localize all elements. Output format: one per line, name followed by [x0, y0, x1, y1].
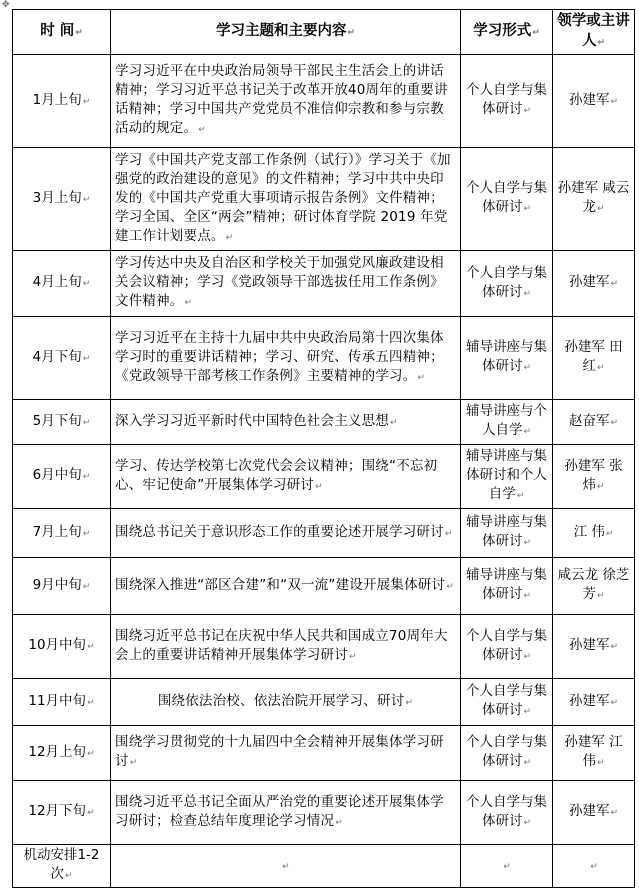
lead-cell: 孙建军↵	[553, 55, 635, 148]
table-row	[13, 148, 635, 251]
study-schedule-table	[12, 9, 635, 888]
header-row	[13, 10, 635, 55]
table-row	[13, 679, 635, 726]
lead-cell: 孙建军↵	[553, 679, 635, 726]
header-time: 时 间↵	[13, 10, 111, 55]
form-cell: 辅导讲座与个人自学↵	[461, 400, 553, 445]
time-cell: 4月下旬↵	[13, 317, 111, 400]
content-cell: 围绕习近平总书记全面从严治党的重要论述开展集体学习研讨；检查总结年度理论学习情况↵	[111, 781, 461, 845]
form-cell: 个人自学与集体研讨↵	[461, 251, 553, 317]
lead-cell: 孙建军↵	[553, 781, 635, 845]
form-cell: 个人自学与集体研讨↵	[461, 55, 553, 148]
time-cell: 7月上旬↵	[13, 509, 111, 558]
content-cell: 学习《中国共产党支部工作条例（试行）》学习关于《加强党的政治建设的意见》的文件精神；学习中共中央印发的《中国共产党重大事项请示报告条例》文件精神；学习全国、全区“两会”精神；研讨体育学院 2019 年党建工作计划要点。↵	[111, 148, 461, 251]
time-cell: 机动安排1-2次↵	[13, 845, 111, 888]
table-row	[13, 251, 635, 317]
lead-cell: 咸云龙 徐芝芳↵	[553, 558, 635, 615]
table-row	[13, 317, 635, 400]
table-row	[13, 726, 635, 781]
content-cell: ↵	[111, 845, 461, 888]
content-cell: 深入学习习近平新时代中国特色社会主义思想↵	[111, 400, 461, 445]
content-cell: 围绕习近平总书记在庆祝中华人民共和国成立70周年大会上的重要讲话精神开展集体学习研讨↵	[111, 615, 461, 679]
lead-cell: 孙建军↵	[553, 615, 635, 679]
lead-cell: ↵	[553, 845, 635, 888]
content-cell: 围绕学习贯彻党的十九届四中全会精神开展集体学习研讨↵	[111, 726, 461, 781]
form-cell: 个人自学与集体研讨↵	[461, 148, 553, 251]
time-cell: 12月上旬↵	[13, 726, 111, 781]
form-cell: 辅导讲座与集体研讨↵	[461, 317, 553, 400]
form-cell: 个人自学与集体研讨↵	[461, 615, 553, 679]
lead-cell: 赵奋军↵	[553, 400, 635, 445]
table-row	[13, 55, 635, 148]
time-cell: 10月中旬↵	[13, 615, 111, 679]
table-row	[13, 445, 635, 509]
lead-cell: 孙建军 田 红↵	[553, 317, 635, 400]
table-row	[13, 558, 635, 615]
time-cell: 4月上旬↵	[13, 251, 111, 317]
table-row	[13, 615, 635, 679]
header-content: 学习主题和主要内容↵	[111, 10, 461, 55]
form-cell: 个人自学与集体研讨↵	[461, 781, 553, 845]
content-cell: 围绕总书记关于意识形态工作的重要论述开展学习研讨↵	[111, 509, 461, 558]
lead-cell: 孙建军 江 伟↵	[553, 726, 635, 781]
header-lead: 领学或主讲人↵	[553, 10, 635, 55]
form-cell: ↵	[461, 845, 553, 888]
form-cell: 辅导讲座与集体研讨↵	[461, 558, 553, 615]
form-cell: 辅导讲座与集体研讨↵	[461, 509, 553, 558]
table-row	[13, 509, 635, 558]
content-cell: 学习、传达学校第七次党代会会议精神；围绕“不忘初心、牢记使命”开展集体学习研讨↵	[111, 445, 461, 509]
table-row	[13, 781, 635, 845]
time-cell: 1月上旬↵	[13, 55, 111, 148]
time-cell: 9月中旬↵	[13, 558, 111, 615]
form-cell: 个人自学与集体研讨↵	[461, 679, 553, 726]
time-cell: 6月中旬↵	[13, 445, 111, 509]
content-cell: 学习传达中央及自治区和学校关于加强党风廉政建设相关会议精神；学习《党政领导干部选拔任用工作条例》文件精神。↵	[111, 251, 461, 317]
content-cell: 学习习近平在中央政治局领导干部民主生活会上的讲话精神；学习习近平总书记关于改革开放40周年的重要讲话精神；学习中国共产党党员不准信仰宗教和参与宗教活动的规定。↵	[111, 55, 461, 148]
table-row	[13, 400, 635, 445]
table-row	[13, 845, 635, 888]
content-cell: 学习习近平在主持十九届中共中央政治局第十四次集体学习时的重要讲话精神；学习、研究、传承五四精神；《党政领导干部考核工作条例》主要精神的学习。↵	[111, 317, 461, 400]
time-cell: 11月中旬↵	[13, 679, 111, 726]
time-cell: 12月下旬↵	[13, 781, 111, 845]
form-cell: 个人自学与集体研讨↵	[461, 726, 553, 781]
lead-cell: 孙建军 张 炜↵	[553, 445, 635, 509]
lead-cell: 孙建军 咸云龙↵	[553, 148, 635, 251]
lead-cell: 孙建军↵	[553, 251, 635, 317]
form-cell: 辅导讲座与集体研讨和个人自学↵	[461, 445, 553, 509]
content-cell: 围绕依法治校、依法治院开展学习、研讨↵	[111, 679, 461, 726]
lead-cell: 江 伟↵	[553, 509, 635, 558]
content-cell: 围绕深入推进“部区合建”和“双一流”建设开展集体研讨↵	[111, 558, 461, 615]
header-form: 学习形式↵	[461, 10, 553, 55]
time-cell: 5月下旬↵	[13, 400, 111, 445]
anchor-icon: ✥	[2, 0, 10, 10]
time-cell: 3月上旬↵	[13, 148, 111, 251]
